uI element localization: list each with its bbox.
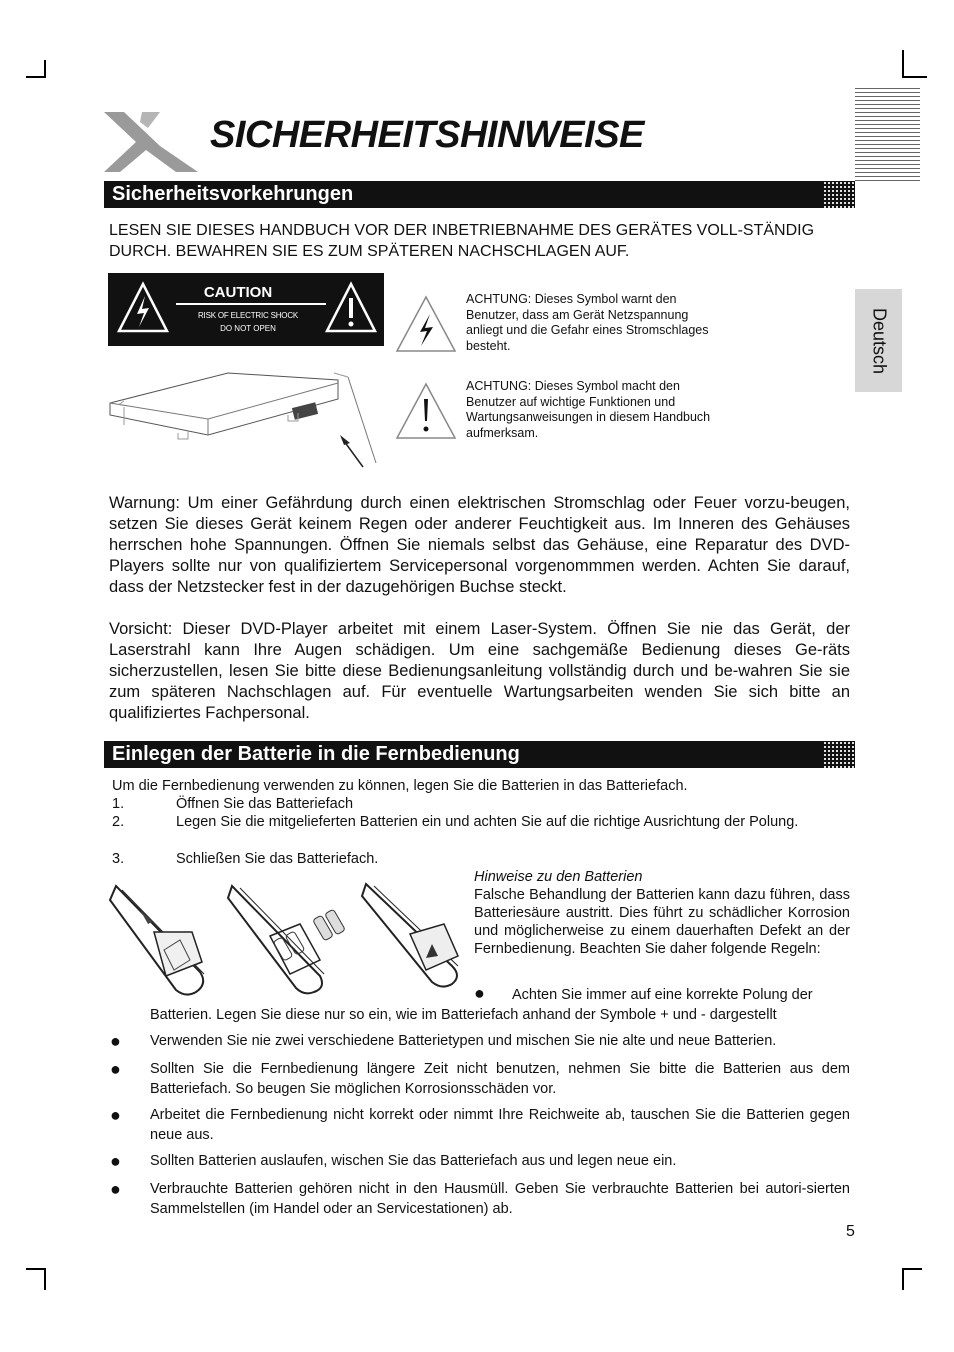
- step-number: 1.: [112, 796, 125, 812]
- battery-rule-text: Sollten Batterien auslaufen, wischen Sie das Batteriefach aus und legen neue ein.: [150, 1153, 677, 1169]
- bullet-polarity-continuation: Batterien. Legen Sie diese nur so ein, wie im Batteriefach anhand der Symbole + und - dargestellt: [150, 1007, 777, 1023]
- battery-rule-text: Verwenden Sie nie zwei verschiedene Batterietypen und mischen Sie nie alte und neue Batterien.: [150, 1033, 777, 1049]
- section-heading-label: Sicherheitsvorkehrungen: [112, 183, 354, 205]
- battery-intro: Um die Fernbedienung verwenden zu können, legen Sie die Batterien in das Batteriefach.: [112, 778, 688, 794]
- bullet-dot: ●: [110, 1059, 121, 1079]
- battery-notes-text: Falsche Behandlung der Batterien kann dazu führen, dass Batteriesäure austritt. Dies führt zu schädlicher Korrosion und möglicherweise zu einem dauerhaften Defekt an der Fernbedienung. Beachten Sie daher folgende Regeln:: [474, 887, 850, 957]
- step-item: [112, 813, 850, 831]
- attention-symbol-icon: [394, 381, 458, 441]
- bullet-dot: ●: [110, 1151, 121, 1171]
- remote-close-illustration: [360, 880, 468, 998]
- step-text: Schließen Sie das Batteriefach.: [176, 851, 379, 867]
- crop-mark: [902, 1268, 904, 1290]
- attention-symbol-caption: ACHTUNG: Dieses Symbol macht den Benutzer auf wichtige Funktionen und Wartungsanweisungen in diesem Handbuch aufmerksam.: [466, 379, 711, 440]
- crop-mark: [902, 1268, 922, 1270]
- caution-label-line1: RISK OF ELECTRIC SHOCK: [197, 311, 299, 320]
- step-number: 2.: [112, 814, 125, 830]
- caution-label: [108, 273, 384, 346]
- battery-rule-text: Verbrauchte Batterien gehören nicht in den Hausmüll. Geben Sie verbrauchte Batterien bei autori-sierten Sammelstellen (im Handel oder an Servicestationen) ab.: [150, 1181, 850, 1217]
- bullet-dot: ●: [474, 983, 485, 1003]
- battery-rule-item: [110, 1059, 850, 1099]
- lightning-warning-icon: [116, 281, 170, 335]
- battery-notes-title: Hinweise zu den Batterien: [474, 869, 643, 885]
- section-heading-safety: [104, 181, 855, 208]
- step-text: Öffnen Sie das Batteriefach: [176, 796, 354, 812]
- caution-divider: [176, 303, 326, 305]
- safety-intro: LESEN SIE DIESES HANDBUCH VOR DER INBETRIEBNAHME DES GERÄTES VOLL-STÄNDIG DURCH. BEWAHREN SIE ES ZUM SPÄTEREN NACHSCHLAGEN AUF.: [109, 222, 815, 260]
- battery-rule-item: [110, 1105, 850, 1145]
- battery-rule-item: [110, 1179, 850, 1219]
- brand-logo: [102, 110, 202, 174]
- step-item: [112, 795, 850, 813]
- language-tab: [855, 289, 902, 392]
- bullet-dot: ●: [110, 1179, 121, 1199]
- crop-mark: [902, 76, 927, 78]
- language-tab-label: Deutsch: [869, 307, 889, 374]
- hatch-pattern: [855, 88, 920, 184]
- warning-paragraph: Warnung: Um einer Gefährdung durch einen elektrischen Stromschlag oder Feuer vorzu-beugen, setzen Sie dieses Gerät keinem Regen oder anderer Feuchtigkeit aus. Im Inneren des Gehäuses herrschen hohe Spannungen. Öffnen Sie niemals selbst das Gehäuse, eine Reparatur des DVD-Players sollte nur von qualifiziertem Servicepersonal vorgenommmen werden. Achten Sie darauf, dass der Netzstecker fest in der dazugehörigen Buchse steckt.: [109, 494, 850, 596]
- crop-mark: [44, 1268, 46, 1290]
- page-title: SICHERHEITSHINWEISE: [210, 114, 644, 156]
- section-heading-battery: [104, 741, 855, 768]
- battery-rule-text: Arbeitet die Fernbedienung nicht korrekt oder nimmt Ihre Reichweite ab, tauschen Sie die Batterien gegen neue aus.: [150, 1107, 850, 1143]
- dot-pattern: [823, 181, 855, 208]
- voltage-symbol-caption: ACHTUNG: Dieses Symbol warnt den Benutzer, dass am Gerät Netzspannung anliegt und die Gefahr eines Stromschlages besteht.: [466, 292, 709, 353]
- crop-mark: [902, 50, 904, 78]
- laser-caution-paragraph: Vorsicht: Dieser DVD-Player arbeitet mit einem Laser-System. Öffnen Sie nie das Gerät, der Laserstrahl kann Ihre Augen schädigen. Um eine sachgemäße Bedienung dieses Ge-räts sicherzustellen, lesen Sie bitte diese Bedienungsanleitung vollständig durch und be-wahren Sie sie zum späteren Nachschlagen auf. Für eventuelle Wartungsarbeiten wenden Sie sich bitte an qualifiziertes Fachpersonal.: [109, 620, 850, 722]
- step-number: 3.: [112, 851, 125, 867]
- remote-open-illustration: [104, 880, 220, 998]
- caution-label-line2: DO NOT OPEN: [220, 324, 276, 333]
- battery-rule-item: [110, 1031, 850, 1051]
- caution-label-title: CAUTION: [203, 284, 273, 301]
- battery-rule-item: [110, 1151, 850, 1171]
- remote-insert-batteries-illustration: [226, 880, 356, 998]
- step-text: Legen Sie die mitgelieferten Batterien ein und achten Sie auf die richtige Ausrichtung der Polung.: [176, 814, 799, 830]
- exclamation-warning-icon: [324, 281, 378, 335]
- bullet-polarity-start: Achten Sie immer auf eine korrekte Polung der: [512, 987, 813, 1003]
- bullet-dot: ●: [110, 1031, 121, 1051]
- page-number: 5: [846, 1223, 855, 1240]
- dot-pattern: [823, 741, 855, 768]
- crop-mark: [26, 76, 46, 78]
- section-heading-label: Einlegen der Batterie in die Fernbedienung: [112, 743, 520, 765]
- battery-rule-text: Sollten Sie die Fernbedienung längere Zeit nicht benutzen, nehmen Sie bitte die Batterien aus dem Batteriefach. So beugen Sie möglichen Korrosionsschäden vor.: [150, 1061, 850, 1097]
- voltage-symbol-icon: [394, 294, 458, 354]
- step-item: [112, 850, 850, 868]
- bullet-dot: ●: [110, 1105, 121, 1125]
- dvd-player-illustration: [108, 355, 380, 470]
- crop-mark: [26, 1268, 46, 1270]
